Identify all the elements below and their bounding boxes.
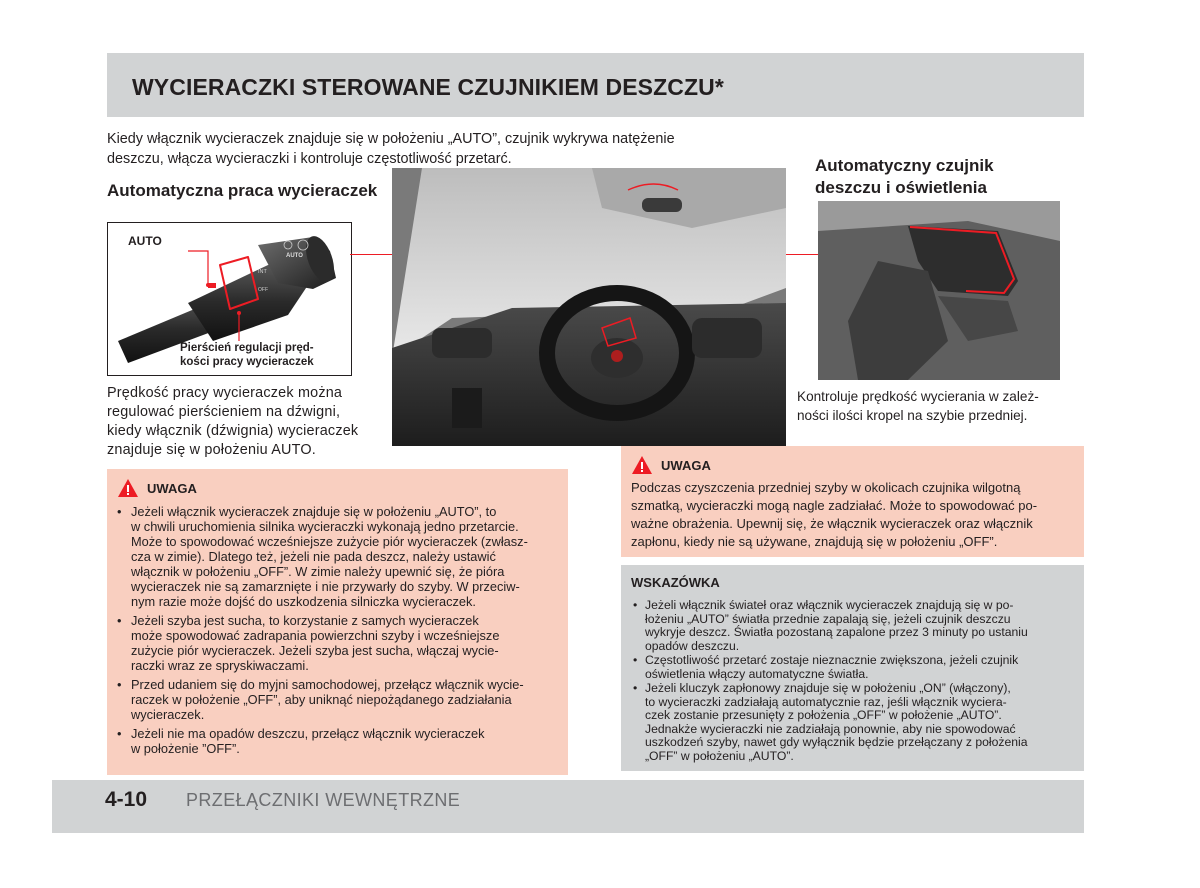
warning-left-item-2-line-3: zużycie piór wycieraczek. Jeżeli szyba jest sucha, włączaj wycie-: [131, 643, 499, 658]
warning-box-right: [621, 446, 1084, 557]
title-bar: [107, 53, 1084, 117]
page-title: WYCIERACZKI STEROWANE CZUJNIKIEM DESZCZU*: [132, 74, 724, 100]
warning-left-item-4-line-2: w położenie ”OFF”.: [131, 741, 240, 756]
right-caption-line-2: ności ilości kropel na szybie przedniej.: [797, 408, 1028, 423]
left-caption-line-4: znajduje się w położeniu AUTO.: [107, 442, 316, 458]
warning-left-item-1-line-1: • Jeżeli włącznik wycieraczek znajduje się w położeniu „AUTO”, to: [131, 504, 497, 519]
warning-header-left: [117, 478, 197, 498]
left-caption-line-3: kiedy włącznik (dźwignia) wycieraczek: [107, 423, 359, 439]
tip-item-3-line-3: czek zostanie przesunięty z położenia „OFF” w położenie „AUTO”.: [645, 708, 1002, 722]
right-caption-line-1: Kontroluje prędkość wycierania w zależ-: [797, 389, 1039, 404]
section-name: PRZEŁĄCZNIKI WEWNĘTRZNE: [186, 790, 461, 810]
car-interior-drawing: [392, 168, 786, 446]
warning-list-left: [117, 504, 557, 760]
tip-item-2-line-2: oświetlenia włączy automatyczne światła.: [645, 666, 869, 681]
left-caption-line-2: regulować pierścieniem na dźwigni,: [107, 404, 341, 420]
warning-left-item-1-line-5: włącznik w położeniu „OFF”. W zimie należy upewnić się, że pióra: [131, 564, 505, 579]
tip-label: WSKAZÓWKA: [631, 575, 720, 590]
svg-text:OFF: OFF: [258, 287, 268, 293]
tip-box: [621, 565, 1084, 771]
callout-speed-ring: [180, 341, 314, 369]
warning-left-item-4-line-1: • Jeżeli nie ma opadów deszczu, przełącz włącznik wycieraczek: [131, 726, 485, 741]
rain-sensor-drawing: [818, 201, 1060, 380]
warning-right-line-4: zapłonu, kiedy nie są używane, znajdują się w położeniu „OFF”.: [631, 534, 998, 549]
heading-rain-light-sensor-line-2: deszczu i oświetlenia: [815, 178, 987, 197]
rain-sensor-photo: [818, 201, 1060, 380]
warning-left-item-3-line-2: raczek w położenie „OFF”, aby uniknąć niepożądanego zadziałania: [131, 692, 512, 707]
heading-automatic-wiper-operation: Automatyczna praca wycieraczek: [107, 181, 378, 200]
warning-left-item-1-line-4: cza w zimie). Dlatego też, jeżeli nie pada deszcz, należy ustawić: [131, 549, 496, 564]
tip-list: [631, 599, 1079, 764]
warning-left-item-1-line-2: w chwili uruchomienia silnika wycieraczki wykonają jedno przetarcie.: [131, 519, 519, 534]
list-item: [117, 504, 557, 609]
warning-left-item-1-line-3: Może to spowodować wcześniejsze zużycie piór wycieraczek (zwłasz-: [131, 534, 528, 549]
warning-triangle-icon: [631, 455, 653, 475]
tip-item-3-line-4: Jednakże wycieraczki nie zadziałają ponownie, aby nie spowodować: [645, 721, 1016, 736]
left-caption: [107, 384, 391, 460]
callout-auto-label: AUTO: [128, 234, 162, 248]
tip-item-3-line-2: to wycieraczki zadziałają automatycznie raz, jeśli włącznik wyciera-: [645, 694, 1007, 709]
tip-item-2-line-1: • Częstotliwość przetarć zostaje nieznacznie zwiększona, jeżeli czujnik: [645, 653, 1019, 667]
wiper-stalk-illustration: [107, 222, 352, 376]
list-item: [631, 654, 1079, 681]
list-item: [117, 677, 557, 722]
tip-item-1-line-4: opadów deszczu.: [645, 638, 740, 653]
intro-line-1: Kiedy włącznik wycieraczek znajduje się w położeniu „AUTO”, czujnik wykrywa natężenie: [107, 131, 675, 147]
warning-left-item-2-line-4: raczki wraz ze spryskiwaczami.: [131, 658, 309, 673]
tip-item-1-line-3: wykryje deszcz. Światła pozostaną zapalone przez 3 minuty po ustaniu: [645, 625, 1028, 639]
heading-rain-light-sensor-line-1: Automatyczny czujnik: [815, 156, 994, 175]
warning-box-left: [107, 469, 568, 775]
list-item: [631, 682, 1079, 763]
right-caption: [797, 387, 1087, 425]
warning-left-item-1-line-6: wycieraczek nie są zamarznięte i nie przywarły do szyby. W przeciw-: [131, 579, 520, 594]
svg-text:INT: INT: [258, 269, 267, 275]
page-number: 4-10: [105, 788, 148, 811]
tip-item-3-line-5: uszkodzeń szyby, nawet gdy wyłącznik będzie przełączany z położenia: [645, 735, 1028, 749]
callout-speed-ring-line-1: Pierścień regulacji pręd-: [180, 342, 314, 354]
warning-header-right: [631, 455, 711, 475]
tip-item-3-line-6: „OFF” w położeniu „AUTO”.: [645, 748, 794, 763]
heading-rain-light-sensor: [815, 155, 994, 199]
warning-left-item-2-line-1: • Jeżeli szyba jest sucha, to korzystanie z samych wycieraczek: [131, 613, 479, 628]
intro-line-2: deszczu, włącza wycieraczki i kontroluje częstotliwość przetarć.: [107, 151, 512, 167]
warning-left-item-3-line-1: • Przed udaniem się do myjni samochodowej, przełącz włącznik wycie-: [131, 677, 524, 692]
callout-speed-ring-line-2: kości pracy wycieraczek: [180, 356, 314, 368]
tip-item-1-line-2: łożeniu „AUTO” światła przednie zapalają się, jeżeli czujnik deszczu: [645, 611, 1011, 626]
car-interior-photo: [392, 168, 786, 446]
warning-left-item-1-line-7: nym razie może dojść do uszkodzenia silniczka wycieraczek.: [131, 594, 476, 609]
list-item: [117, 726, 557, 756]
warning-right-line-2: szmatką, wycieraczki mogą nagle zadziałać. Może to spowodować po-: [631, 498, 1038, 513]
left-caption-line-1: Prędkość pracy wycieraczek można: [107, 385, 343, 401]
warning-left-item-3-line-3: wycieraczek.: [131, 707, 205, 722]
warning-right-line-3: ważne obrażenia. Upewnij się, że włącznik wycieraczek oraz włącznik: [631, 516, 1033, 531]
tip-item-1-line-1: • Jeżeli włącznik świateł oraz włącznik wycieraczek znajdują się w po-: [645, 598, 1014, 612]
footer-bar: [52, 780, 1084, 833]
warning-right-line-1: Podczas czyszczenia przedniej szyby w okolicach czujnika wilgotną: [631, 480, 1021, 495]
warning-left-item-2-line-2: może spowodować zadrapania powierzchni szyby i wcześniejsze: [131, 628, 500, 643]
list-item: [117, 613, 557, 673]
list-item: [631, 599, 1079, 653]
warning-label-right: UWAGA: [661, 457, 711, 473]
tip-item-3-line-1: • Jeżeli kluczyk zapłonowy znajduje się w położeniu „ON” (włączony),: [645, 681, 1011, 695]
warning-text-right: [631, 479, 1079, 551]
warning-triangle-icon: [117, 478, 139, 498]
svg-text:AUTO: AUTO: [286, 253, 303, 259]
warning-label-left: UWAGA: [147, 480, 197, 496]
